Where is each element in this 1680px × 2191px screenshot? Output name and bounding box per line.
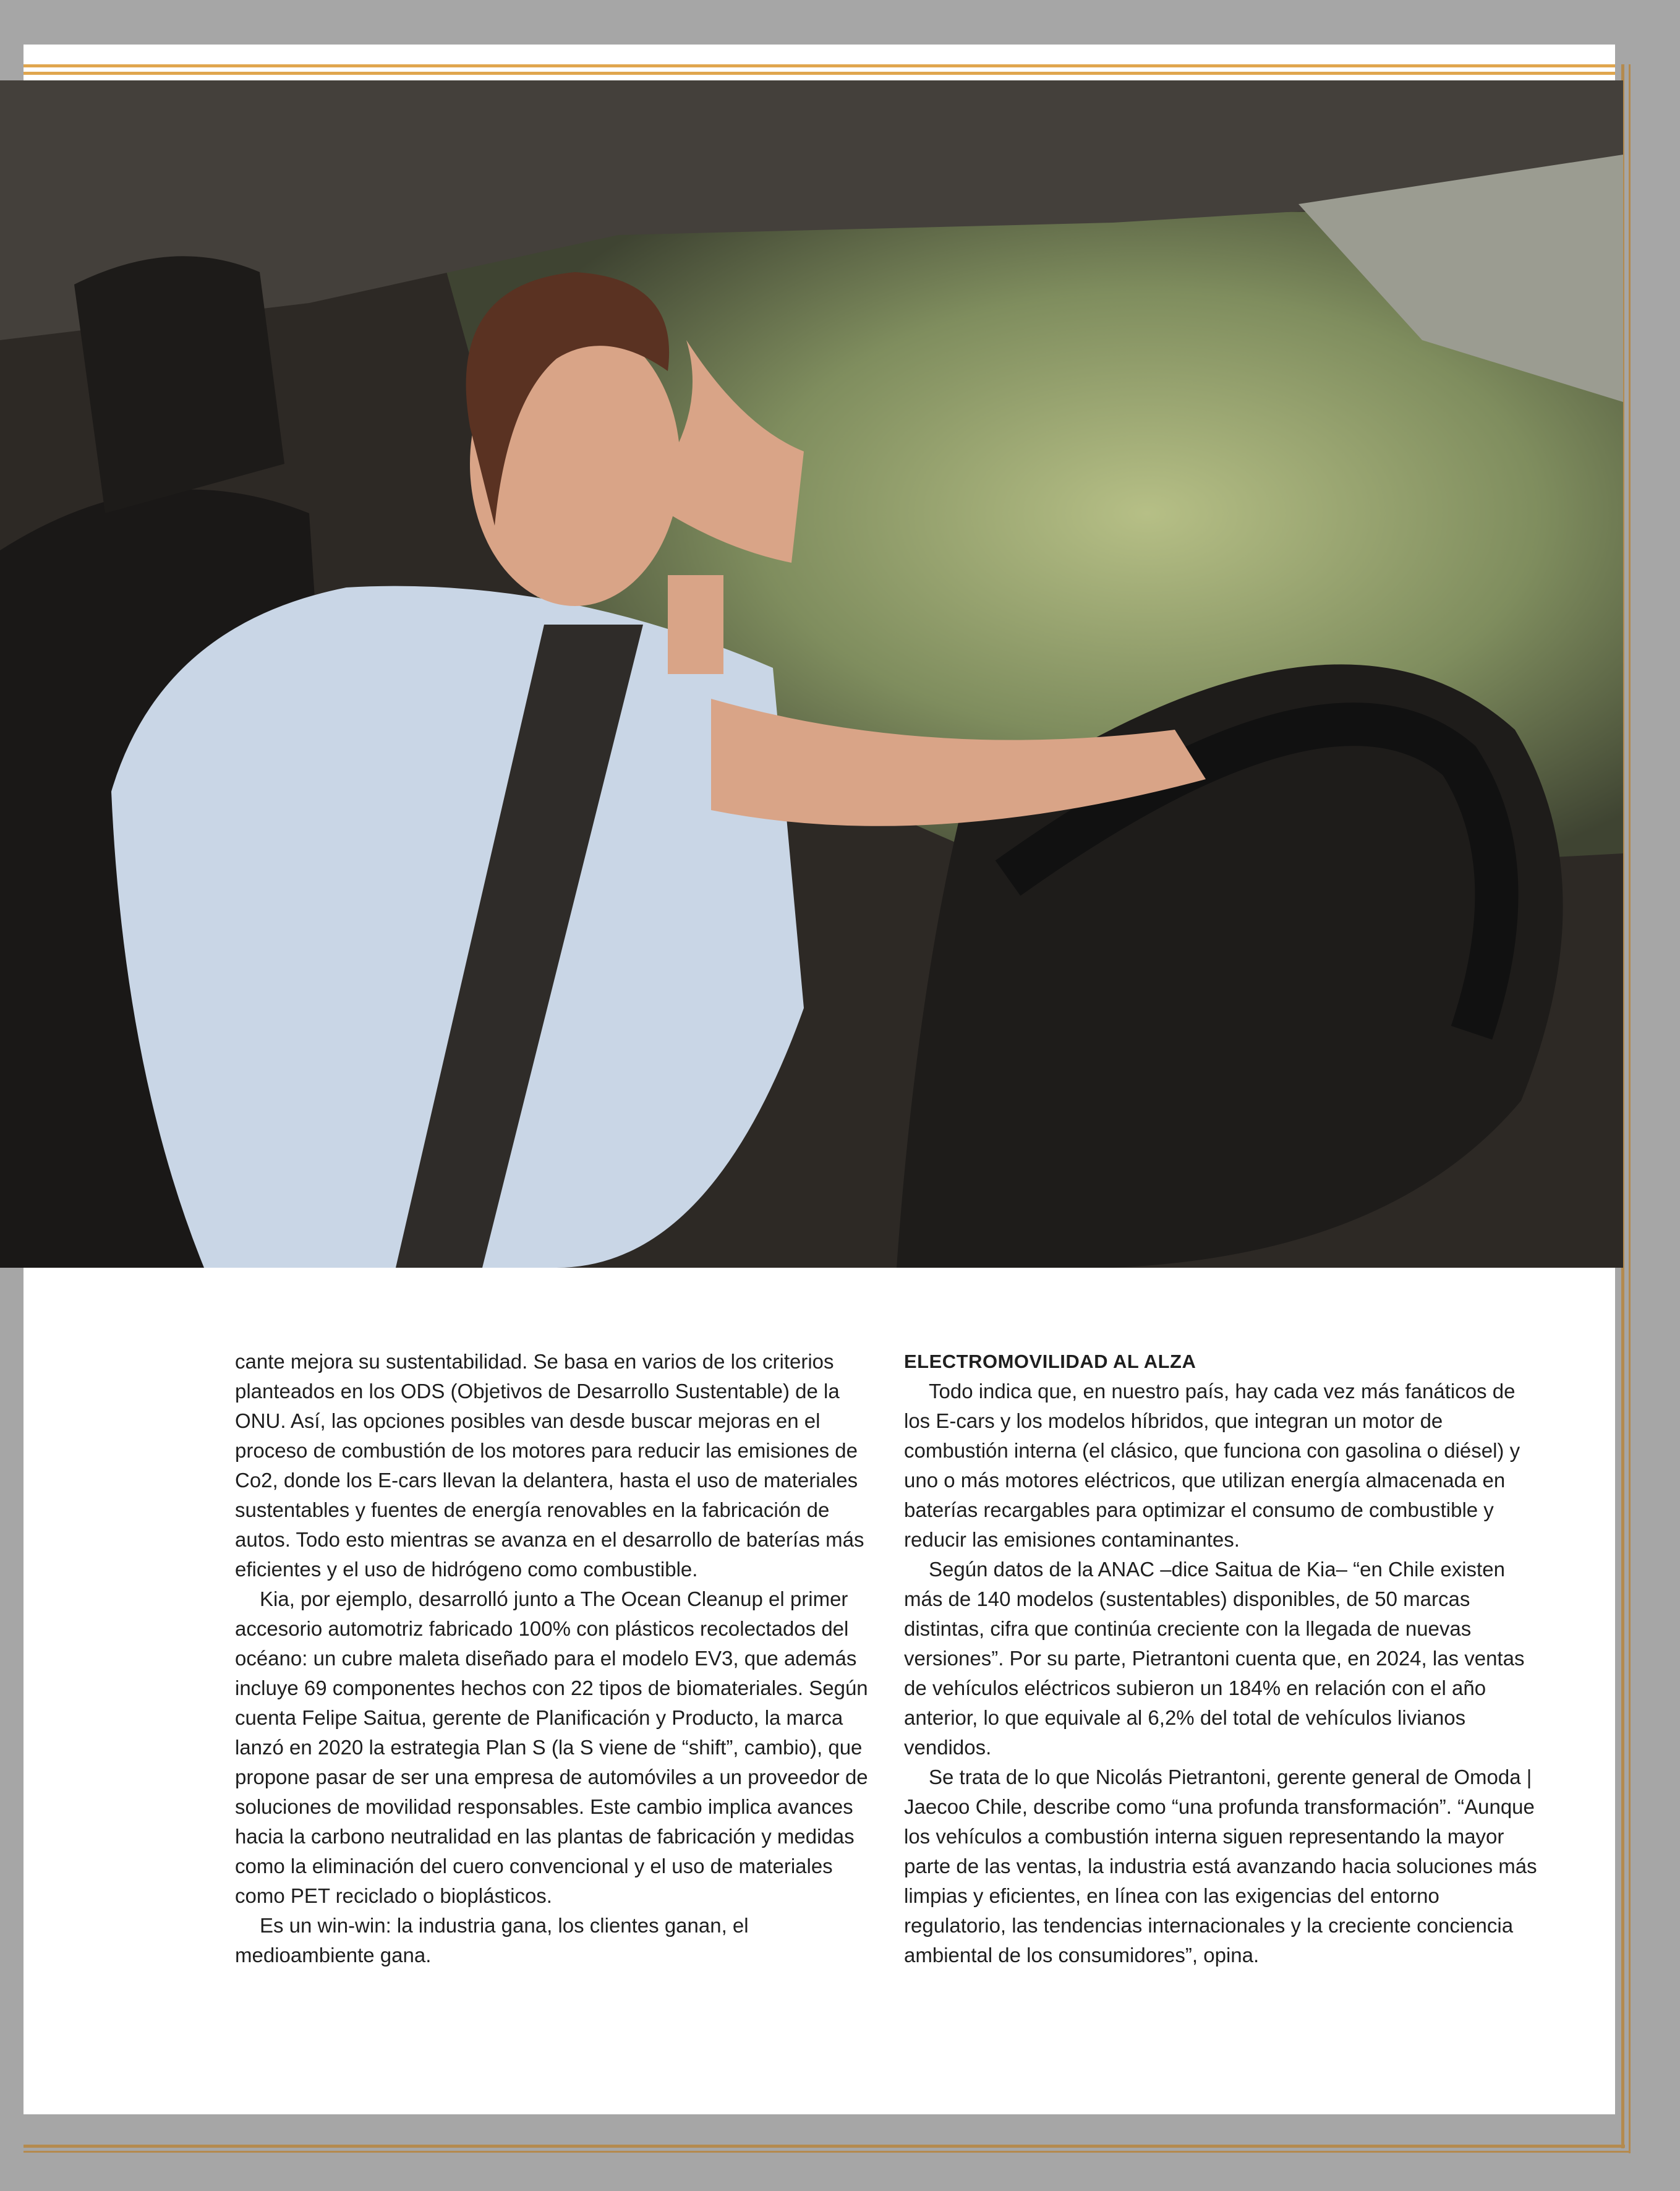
photo-woman-driving	[0, 80, 1623, 1268]
left-column	[235, 1347, 874, 1970]
frame-bottom	[23, 2145, 1625, 2148]
paragraph: Kia, por ejemplo, desarrolló junto a The Ocean Cleanup el primer accesorio automotriz fabricado 100% con plásticos recolectados del océano: un cubre maleta diseñado para el modelo EV3, que además incluye 69 componentes hechos con 22 tipos de biomateriales. Según cuenta Felipe Saitua, gerente de Planificación y Producto, la marca lanzó en 2020 la estrategia Plan S (la S viene de “shift”, cambio), que propone pasar de ser una empresa de automóviles a un proveedor de soluciones de movilidad responsables. Este cambio implica avances hacia la carbono neutralidad en las plantas de fabricación y medidas como la eliminación del cuero convencional y el uso de materiales como PET reciclado o bioplásticos.	[235, 1587, 868, 1907]
paragraph: Se trata de lo que Nicolás Pietrantoni, gerente general de Omoda | Jaecoo Chile, describe como “una profunda transformación”. “Aunque los vehículos a combustión interna siguen representando la mayor parte de las ventas, la industria está avanzando hacia soluciones más limpias y eficientes, en línea con las exigencias del entorno regulatorio, las tendencias internacionales y la creciente conciencia ambiental de los consumidores”, opina.	[904, 1766, 1537, 1967]
frame-right	[1629, 64, 1631, 2153]
paragraph: Todo indica que, en nuestro país, hay cada vez más fanáticos de los E-cars y los modelos híbridos, que integran un motor de combustión interna (el clásico, que funciona con gasolina o diésel) y uno o más motores eléctricos, que utilizan energía almacenada en baterías recargables para optimizar el consumo de combustible y reducir las emisiones contaminantes.	[904, 1380, 1520, 1551]
paragraph: Según datos de la ANAC –dice Saitua de Kia– “en Chile existen más de 140 modelos (sustentables) disponibles, de 50 marcas distintas, cifra que continúa creciente con la llegada de nuevas versiones”. Por su parte, Pietrantoni cuenta que, en 2024, las ventas de vehículos eléctricos subieron un 184% en relación con el año anterior, lo que equivale al 6,2% del total de vehículos livianos vendidos.	[904, 1558, 1525, 1759]
paragraph: Es un win-win: la industria gana, los clientes ganan, el medioambiente gana.	[235, 1914, 749, 1967]
top-rule	[23, 64, 1615, 67]
frame-bottom	[23, 2151, 1631, 2153]
paragraph: cante mejora su sustentabilidad. Se basa en varios de los criterios planteados en los ODS (Objetivos de Desarrollo Sustentable) de la ONU. Así, las opciones posibles van desde buscar mejoras en el proceso de combustión de los motores para reducir las emisiones de Co2, donde los E-cars llevan la delantera, hasta el uso de materiales sustentables y fuentes de energía renovables en la fabricación de autos. Todo esto mientras se avanza en el desarrollo de baterías más eficientes y el uso de hidrógeno como combustible.	[235, 1350, 864, 1581]
top-rule	[23, 72, 1615, 75]
photo-illustration	[0, 80, 1623, 1268]
section-heading: ELECTROMOVILIDAD AL ALZA	[904, 1351, 1196, 1372]
right-column	[904, 1347, 1543, 1970]
